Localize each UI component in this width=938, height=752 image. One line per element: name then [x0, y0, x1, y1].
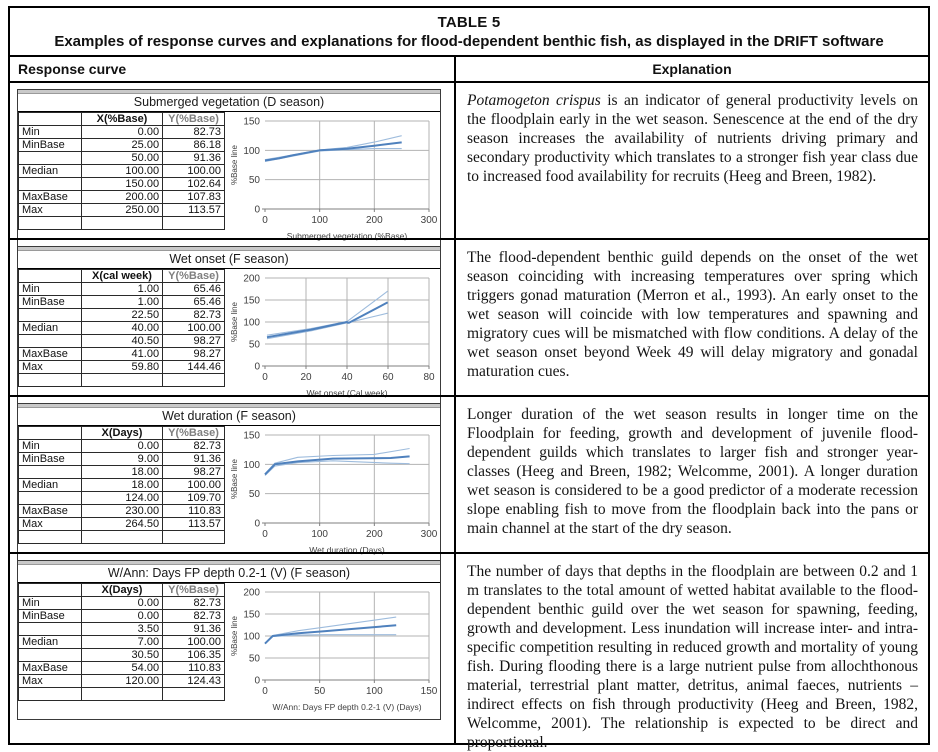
response-points-table: X(Days) Y(%Base) Min 0.00 82.73 MinBase 9.00 91.36 18.00 98.27 Median 18.00 100.00 124.00 109.70 MaxBase 230.00 110.83 Max 264.50 113.57 [18, 426, 225, 544]
table-row [10, 238, 928, 398]
svg-text:100: 100 [243, 145, 260, 157]
explanation-text [456, 240, 928, 381]
svg-text:150: 150 [243, 430, 260, 442]
explanation-text [456, 554, 928, 752]
table-row [10, 552, 928, 751]
response-curve-panel [17, 246, 441, 406]
panel-title: W/Ann: Days FP depth 0.2-1 (V) (F season) [18, 565, 440, 583]
table-5-frame [8, 6, 930, 751]
explanation-cell [454, 83, 928, 238]
svg-text:W/Ann: Days FP depth 0.2-1: W/Ann: Days FP depth 0.2-1 (V) (Days) [272, 702, 422, 712]
panel-title: Wet duration (F season) [18, 408, 440, 426]
response-points-table-container [18, 112, 225, 230]
svg-text:0: 0 [262, 686, 268, 697]
svg-text:60: 60 [382, 372, 394, 383]
svg-text:300: 300 [420, 215, 438, 226]
svg-text:0: 0 [254, 518, 260, 530]
response-curve-cell [10, 83, 454, 241]
svg-text:0: 0 [254, 361, 260, 373]
panel-body [18, 112, 440, 248]
response-points-table-container [18, 269, 225, 387]
svg-text:150: 150 [420, 686, 438, 697]
response-curve-cell [10, 397, 454, 555]
svg-text:Submerged vegetation (%Base): Submerged vegetation (%Base) [286, 231, 408, 241]
response-points-table-container [18, 426, 225, 544]
response-curve-panel [17, 403, 441, 563]
response-curve-cell [10, 554, 454, 743]
explanation-cell [454, 397, 928, 552]
explanation-cell [454, 240, 928, 395]
svg-text:0: 0 [254, 204, 260, 216]
svg-text:Wet onset (Cal week): Wet onset (Cal week) [306, 388, 388, 398]
explanation-text [456, 83, 928, 186]
panel-body [18, 426, 440, 562]
panel-title: Submerged vegetation (D season) [18, 94, 440, 112]
svg-text:0: 0 [262, 529, 268, 540]
svg-text:150: 150 [243, 609, 260, 621]
response-chart [225, 269, 440, 405]
response-points-table-container [18, 583, 225, 701]
svg-text:50: 50 [314, 686, 326, 697]
column-header-explanation: Explanation [454, 57, 928, 81]
svg-text:0: 0 [262, 215, 268, 226]
explanation-body: The number of days that depths in the floodplain are between 0.2 and 1 m translates to the total amount of wetted habitat available to the flood-dependent benthic guild over the wet season for spawning, feeding, growth and development. Less inundation will increase inter- and intra-specific competition resulting in reduced growth and mortality of young fish. During flooding there is a large nutrient pulse from allochthonous material, terrestrial plant matter, detritus, animal faeces, nutrients – indirect effects on fish through productivity (Heeg and Breen, 1982, Welcomme, 2001). The relationship is expected to be direct and proportional. [467, 563, 918, 751]
response-curve-panel [17, 89, 441, 249]
svg-text:%Base line: %Base line [230, 144, 239, 186]
svg-text:50: 50 [248, 175, 260, 187]
svg-text:Wet duration (Days): Wet duration (Days) [309, 545, 385, 555]
response-curve-panel [17, 560, 441, 720]
table-row [10, 395, 928, 555]
response-curve-cell [10, 240, 454, 398]
svg-text:%Base line: %Base line [230, 458, 239, 500]
explanation-body: is an indicator of general productivity levels on the floodplain early in the wet season. Senescence at the end of the dry season increases the availability of nutrients driving primary and secondary productivity which translates to a stronger fish year class due to increased food availability for recruits (Heeg and Breen, 1982). [467, 92, 919, 185]
svg-text:200: 200 [365, 529, 383, 540]
svg-text:100: 100 [243, 459, 260, 471]
svg-text:%Base line: %Base line [230, 615, 239, 657]
response-chart [225, 426, 440, 562]
svg-text:50: 50 [248, 489, 260, 501]
table-row [10, 83, 928, 241]
svg-text:200: 200 [243, 587, 260, 599]
svg-text:%Base line: %Base line [230, 301, 239, 343]
table-title: Examples of response curves and explanations for flood-dependent benthic fish, as displayed in the DRIFT software [54, 33, 884, 50]
panel-body [18, 269, 440, 405]
response-chart [225, 112, 440, 248]
svg-text:50: 50 [248, 653, 260, 665]
column-header-response-curve: Response curve [18, 61, 127, 77]
explanation-text [456, 397, 928, 538]
svg-text:100: 100 [311, 215, 329, 226]
response-points-table: X(cal week) Y(%Base) Min 1.00 65.46 MinBase 1.00 65.46 22.50 82.73 Median 40.00 100.00 40.50 98.27 MaxBase 41.00 98.27 Max 59.80 144.46 [18, 269, 225, 387]
svg-text:100: 100 [311, 529, 329, 540]
svg-text:150: 150 [243, 295, 260, 307]
panel-title: Wet onset (F season) [18, 251, 440, 269]
response-points-table: X(Days) Y(%Base) Min 0.00 82.73 MinBase 0.00 82.73 3.50 91.36 Median 7.00 100.00 30.50 106.35 MaxBase 54.00 110.83 Max 120.00 124.43 [18, 583, 225, 701]
explanation-body: Longer duration of the wet season results in longer time on the Floodplain for feeding, growth and development of juvenile flood-dependent guilds which translates to larger fish and stronger year-classes (Heeg and Breen, 1982; Welcomme, 2001). A longer duration wet season is considered to be a good predictor of a moderate recession slope enabling fish to move from the floodplain back into the pans or main channel at the start of the dry season. [467, 406, 918, 537]
svg-text:50: 50 [248, 339, 260, 351]
svg-text:0: 0 [262, 372, 268, 383]
svg-text:100: 100 [365, 686, 383, 697]
svg-text:0: 0 [254, 675, 260, 687]
svg-text:200: 200 [243, 273, 260, 285]
svg-text:100: 100 [243, 631, 260, 643]
table-caption [10, 8, 928, 55]
explanation-body: The flood-dependent benthic guild depends on the onset of the wet season coinciding with increasing temperatures over spring which triggers gonad maturation (Merron et al., 1993). An early onset to the wet season will coincide with low temperatures and spawning and migratory cues will be mismatched with flow conditions. A delay of the wet season onset beyond Week 49 will delay migratory and gonadal maturation cues. [467, 249, 918, 380]
response-chart [225, 583, 440, 719]
svg-text:80: 80 [423, 372, 435, 383]
svg-text:100: 100 [243, 317, 260, 329]
species-name: Potamogeton crispus [467, 92, 601, 109]
response-points-table: X(%Base) Y(%Base) Min 0.00 82.73 MinBase 25.00 86.18 50.00 91.36 Median 100.00 100.00 150.00 102.64 MaxBase 200.00 107.83 Max 250.00 113.57 [18, 112, 225, 230]
column-headers [10, 55, 928, 83]
svg-text:300: 300 [420, 529, 438, 540]
panel-body [18, 583, 440, 719]
svg-text:40: 40 [341, 372, 353, 383]
table-number: TABLE 5 [437, 14, 501, 31]
svg-text:200: 200 [365, 215, 383, 226]
explanation-cell [454, 554, 928, 751]
svg-text:150: 150 [243, 116, 260, 128]
svg-text:20: 20 [300, 372, 312, 383]
